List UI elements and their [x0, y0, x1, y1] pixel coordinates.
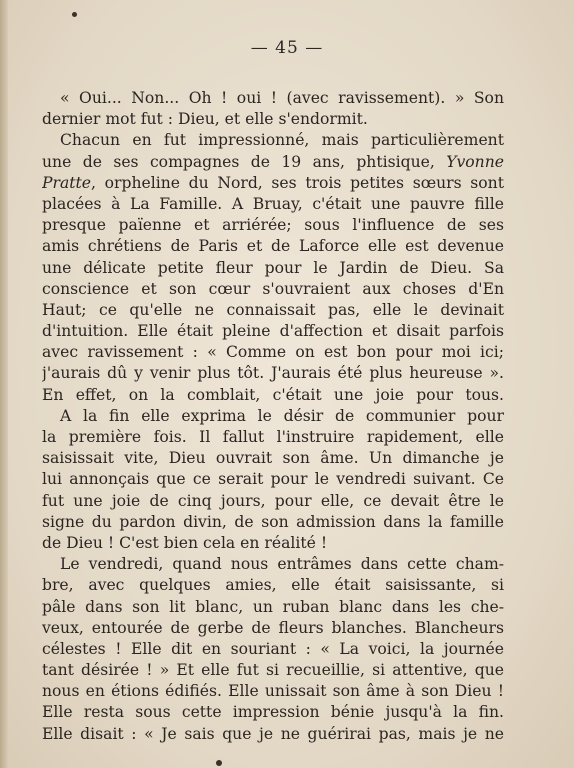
text-line: amis chrétiens de Paris et de Laforce elle est devenue [42, 237, 504, 256]
text-line: En effet, on la comblait, c'était une joie pour tous. [42, 385, 504, 404]
text-line: célestes ! Elle dit en souriant : « La voici, la journée [42, 639, 504, 658]
text-line: avec ravissement : « Comme on est bon pour moi ici; [42, 343, 504, 362]
text-line: presque païenne et arriérée; sous l'influence de ses [42, 216, 504, 235]
text-line: placées à La Famille. A Bruay, c'était une pauvre fille [42, 194, 504, 213]
page-number: — 45 — [250, 38, 324, 58]
text-line: d'intuition. Elle était pleine d'affection et disait parfois [42, 322, 504, 341]
text-line: une délicate petite fleur pour le Jardin de Dieu. Sa [42, 258, 504, 277]
text-line: Chacun en fut impressionné, mais particulièrement [60, 131, 504, 150]
text-line: Haut; ce qu'elle ne connaissait pas, elle le devinait [42, 300, 504, 319]
text-line: pâle dans son lit blanc, un ruban blanc dans les che- [42, 597, 504, 616]
text-line: Pratte, orpheline du Nord, ses trois petites sœurs sont [42, 173, 504, 192]
page-binding-edge [0, 0, 8, 768]
text-line: bre, avec quelques amies, elle était saisissante, si [42, 576, 504, 595]
text-line: de Dieu ! C'est bien cela en réalité ! [42, 533, 328, 552]
text-line: Le vendredi, quand nous entrâmes dans cette cham- [60, 555, 504, 574]
text-line: veux, entourée de gerbe de fleurs blanches. Blancheurs [42, 618, 504, 637]
text-line: A la fin elle exprima le désir de communier pour [60, 406, 504, 425]
text-line: la première fois. Il fallut l'instruire rapidement, elle [42, 428, 504, 446]
text-line: « Oui... Non... Oh ! oui ! (avec ravissement). » Son [60, 89, 504, 107]
body-text [42, 88, 504, 745]
text-line: fut une joie de cinq jours, pour elle, ce devait être le [42, 491, 504, 510]
text-line: une de ses compagnes de 19 ans, phtisique, Yvonne [42, 152, 504, 171]
text-line: j'aurais dû y venir plus tôt. J'aurais été plus heureuse ». [42, 364, 504, 383]
text-line: lui annonçais que ce serait pour le vendredi suivant. Ce [42, 470, 504, 489]
text-line: conscience et son cœur s'ouvraient aux choses d'En [42, 279, 504, 298]
text-line: dernier mot fut : Dieu, et elle s'endormit. [42, 110, 368, 129]
text-line: Elle resta sous cette impression bénie jusqu'à la fin. [42, 703, 504, 722]
ink-speck [216, 760, 222, 766]
text-line: signe du pardon divin, de son admission dans la famille [42, 512, 504, 531]
text-line: saisissait vite, Dieu ouvrait son âme. Un dimanche je [42, 449, 504, 468]
ink-speck [72, 12, 77, 17]
text-line: tant désirée ! » Et elle fut si recueillie, si attentive, que [42, 661, 504, 680]
text-line: nous en étions édifiés. Elle unissait son âme à son Dieu ! [42, 682, 504, 701]
text-line: Elle disait : « Je sais que je ne guérirai pas, mais je ne [42, 724, 504, 743]
